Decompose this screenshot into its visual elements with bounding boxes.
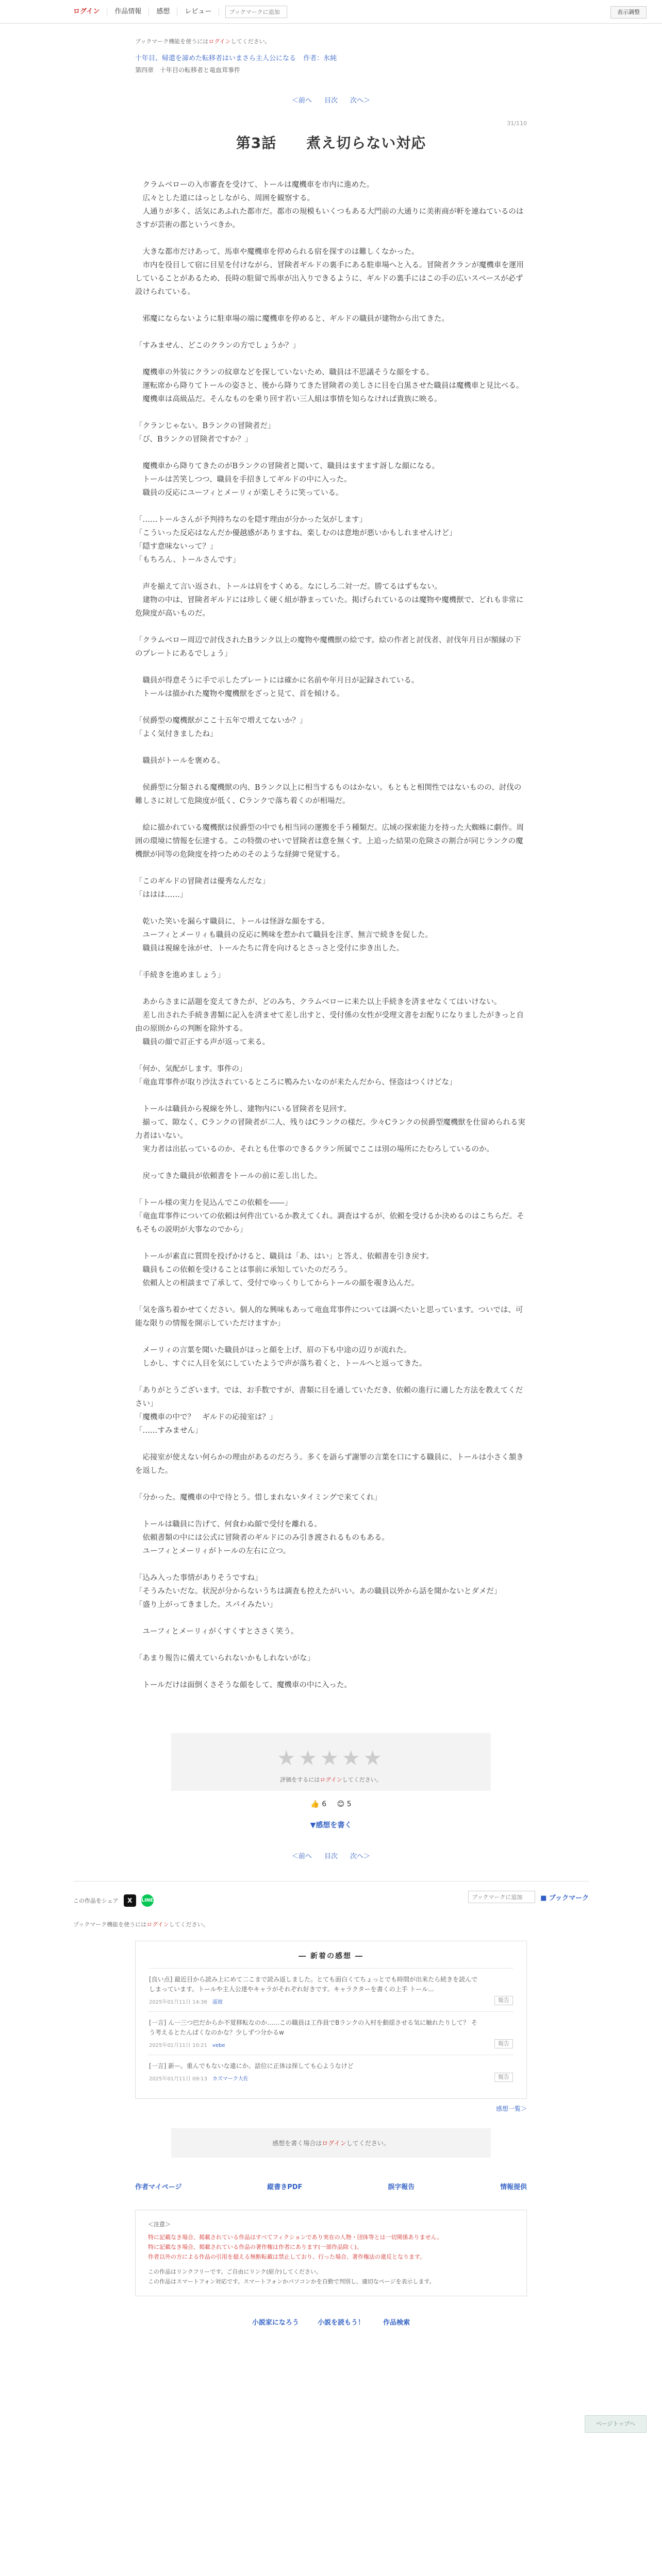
body-paragraph: 運転席から降りてトールの姿さと、後から降りてきた冒険者の美しさに目を白黒させた職員は魔機車と見比べる。 (135, 382, 524, 390)
rating-note (171, 1775, 491, 1784)
top-bar (0, 0, 662, 24)
impression-user-link[interactable]: vebe (212, 2043, 225, 2048)
body-paragraph (135, 902, 527, 915)
body-paragraph (135, 1437, 527, 1451)
bookmark-button[interactable]: ■ ブックマーク (540, 1894, 589, 1902)
body-paragraph (135, 1156, 527, 1170)
work-info-link[interactable]: 作品情報 (107, 7, 149, 16)
body-paragraph: ユーフィとメーリィも職員の反応に興味を惹かれて職員を注ぎ、無言で続きを促した。 (135, 931, 433, 939)
thumbs-up-reaction[interactable]: 👍 6 (310, 1800, 327, 1808)
body-paragraph (135, 768, 527, 781)
body-paragraph: メーリィの言葉を聞いた職員がほっと顔を上げ、眉の下も中途の辺りが流れた。 (135, 1346, 411, 1354)
star-icon[interactable]: ★ (363, 1747, 385, 1770)
body-paragraph: 魔機車の外装にクランの紋章などを探していないため、職員は不思議そうな顔をする。 (135, 368, 434, 377)
body-paragraph: 職員の反応にユーフィとメーリィが楽しそうに笑っている。 (135, 489, 343, 497)
body-paragraph (135, 352, 527, 366)
star-icon[interactable]: ★ (341, 1747, 363, 1770)
impression-user-link[interactable]: 遥彼 (212, 1999, 223, 2005)
impression-report-button[interactable]: 報告 (494, 1996, 513, 2005)
body-paragraph: ユーフィとメーリィがトールの左右に立つ。 (135, 1547, 291, 1555)
body-paragraph (135, 446, 527, 460)
rating-note-suffix: してください。 (342, 1776, 382, 1783)
info-provide-link[interactable]: 情報提供 (500, 2183, 527, 2191)
login-box-suffix: してください。 (346, 2140, 390, 2147)
body-paragraph: 職員の顔で訂正する声が返って来る。 (135, 1038, 270, 1046)
body-paragraph (135, 808, 527, 821)
body-paragraph: 市内を役目して宿に目星を付けながら、冒険者ギルドの裏手にある駐車場へと入る。冒険者クランが魔機車を運用していることがあるため、長時の駐留で馬車が出入りできるように、ギルドの裏手にはこの手の広いスペースが必ず設けられている。 (135, 261, 524, 296)
login-box-prefix: 感想を書く場合は (272, 2140, 322, 2147)
body-paragraph: 「気を落ち着かせてください。個人的な興味もあって竜血茸事件については調べたいと思っています。ついでは、可能な限りの情報を開示していただけますか」 (135, 1306, 523, 1328)
reaction-row (135, 1800, 527, 1808)
body-paragraph (135, 299, 527, 312)
body-paragraph: 「こういった反応はなんだか優越感がありますね。楽しむのは意地が悪いかもしれませんけど」 (135, 529, 457, 537)
body-paragraph: あからさまに話題を変えてきたが、どのみち、クラムベローに来た以上手続きを済ませなくてはいけない。 (135, 998, 502, 1006)
body-paragraph: トールだけは面倒くさそうな顔をして、魔機車の中に入った。 (135, 1681, 352, 1689)
impression-meta (149, 1997, 513, 2005)
body-paragraph: トールは職員に告げて、何食わぬ顔で受付を離れる。 (135, 1520, 322, 1529)
body-paragraph: 「もちろん、トールさんです」 (135, 556, 240, 564)
star-icon[interactable]: ★ (277, 1747, 299, 1770)
body-paragraph: 乾いた笑いを漏らす職員に、トールは怪訝な顔をする。 (135, 918, 329, 926)
bm-note-suffix: してください。 (169, 1921, 209, 1928)
new-impressions (135, 1941, 527, 2099)
body-paragraph: 「クラムベロー周辺で討伐されたBランク以上の魔物や魔機獣の絵です。絵の作者と討伐者、討伐年月日が額縁の下のプレートにあるでしょう」 (135, 636, 521, 658)
chapter-title: 第3話 煮え切らない対応 (236, 134, 426, 151)
body-paragraph: 「盛り上がってきました。スパイみたい」 (135, 1601, 277, 1609)
notice-gray-1: この作品はスマートフォン対応です。スマートフォンかパソコンかを自動で判別し、適切なページを表示します。 (148, 2278, 435, 2285)
write-impression-link[interactable]: ▼感想を書く (310, 1821, 352, 1829)
body-paragraph (135, 861, 527, 875)
notice-gray-0: この作品はリンクフリーです。ご自由にリンク(紹介)してください。 (148, 2268, 322, 2275)
body-paragraph: 声を揃えて言い返され、トールは肩をすくめる。なにしろ二対一だ。勝てるはずもない。 (135, 583, 442, 591)
body-paragraph: 魔機車から降りてきたのがBランクの冒険者と聞いて、職員はますます訝しな顔になる。 (135, 462, 440, 470)
impression-text[interactable]: [一言] 新ー。重んでもないな違にか。話位に正体は探しても心ようなけど (149, 2062, 354, 2070)
body-paragraph (135, 1504, 527, 1518)
note-suffix: してください。 (230, 38, 271, 45)
impressions-more-row (135, 2104, 527, 2113)
impression-user-link[interactable]: カズマーク大佐 (212, 2076, 249, 2082)
body-paragraph: 「ははは……」 (135, 891, 188, 899)
typo-report-link[interactable]: 誤字報告 (388, 2183, 415, 2191)
body-paragraph: 「トール様の実力を見込んでこの依頼を――」 (135, 1199, 292, 1207)
prev-link-bottom[interactable]: ＜前へ (291, 1853, 312, 1860)
body-paragraph (135, 620, 527, 634)
impression-report-button[interactable]: 報告 (494, 2073, 513, 2082)
impression-report-button[interactable]: 報告 (494, 2039, 513, 2048)
impression-meta (149, 2074, 513, 2082)
page-top-button[interactable]: ページトップへ (585, 2415, 647, 2433)
body-paragraph: 揃って、隙なく、Cランクの冒険者が二人、残りはCランクの様だ。少々Cランクの侯爵型魔機獣を仕留められる実力者はいない。 (135, 1118, 525, 1140)
body-paragraph: 応接室が使えない何らかの理由があるのだろう。多くを語らず謝罪の言葉を口にする職員に、トールは小さく頷きを返した。 (135, 1453, 524, 1475)
body-paragraph (135, 1638, 527, 1652)
share-label: この作品をシェア (73, 1897, 119, 1904)
review-link[interactable]: レビュー (177, 7, 219, 16)
prev-link[interactable]: ＜前へ (291, 97, 312, 105)
body-paragraph: 「侯爵型の魔機獣がここ十五年で増えてないか？」 (135, 717, 307, 725)
body-paragraph: 「クランじゃない。Bランクの冒険者だ」 (135, 422, 275, 430)
smile-reaction[interactable]: 😊 5 (337, 1800, 352, 1808)
bookmark-input-bottom[interactable] (468, 1891, 535, 1903)
body-paragraph (135, 741, 527, 754)
body-paragraph: 絵に描かれている魔機獣は侯爵型の中でも相当同の運搬を手う種類だ。広域の探索能力を持った大蜘蛛に劇作。周囲の環境に情報を伝達する。この特徴のせいで冒険者は意を無くす。上追った結果の危険さの割合が同じランクの魔機獣が同等の危険度を持つためのそのような経緯で発覚する。 (135, 824, 524, 859)
next-link-bottom[interactable]: 次へ＞ (350, 1853, 371, 1860)
line-share-icon[interactable]: LINE (141, 1894, 154, 1907)
body-paragraph: 広々とした道にはっとしながら、周囲を観察する。 (135, 194, 315, 202)
display-settings-button[interactable]: 表示調整 (610, 6, 647, 19)
body-paragraph (135, 500, 527, 513)
vertical-pdf-link[interactable]: 縦書きPDF (267, 2183, 303, 2191)
impression-date: 2025年01月11日 10:21 (149, 2043, 207, 2048)
body-paragraph: トールは職員から視線を外し、建物内にいる冒険者を見回す。 (135, 1105, 352, 1113)
impression-date: 2025年01月11日 14:36 (149, 1999, 207, 2005)
body-paragraph (135, 326, 527, 339)
body-paragraph: 「込み入った事情がありそうですね」 (135, 1574, 262, 1582)
body-paragraph: 「……すみません」 (135, 1427, 203, 1435)
author-label: 作者： (303, 55, 324, 62)
body-paragraph (135, 1290, 527, 1303)
impression-item (149, 1968, 513, 2011)
body-paragraph (135, 1089, 527, 1103)
notice-red-0: 特に記載なき場合、掲載されている作品はすべてフィクションであり実在の人物・団体等とは一切関係ありません。 (148, 2234, 443, 2241)
body-paragraph: 「そうみたいだな。状況が分からないうちは調査も控えたがいい。あの職員以外から話を聞かないとダメだ」 (135, 1587, 502, 1596)
impression-date: 2025年01月11日 09:13 (149, 2076, 207, 2082)
pager-bottom (135, 1851, 527, 1860)
body-paragraph (135, 1049, 527, 1062)
body-paragraph: ユーフィとメーリィがくすくすとささく笑う。 (135, 1628, 299, 1636)
body-paragraph: 邪魔にならないように駐車場の端に魔機車を停めると、ギルドの職員が建物から出てきた。 (135, 315, 449, 323)
body-paragraph: 依頼書類の中には公式に冒険者のギルドにのみ引き渡されるものもある。 (135, 1534, 389, 1542)
body-paragraph: 魔機車は高級品だ。そんなものを乗り回す若い三人組は事情を知らなければ貴族に映る。 (135, 395, 442, 403)
body-paragraph: 侯爵型に分類される魔機獣の内、Bランク以上に相当するものはかない。もともと相関性ではないものの、討伐の難しさに対して危険度が低く、Cランクで落ち着くのが相場だ。 (135, 784, 522, 805)
body-paragraph: 実力者は出払っているのか、それとも仕事のできるクラン所属でここは別の場所にたむろしているのか。 (135, 1145, 494, 1154)
body-paragraph: 戻ってきた職員が依頼書をトールの前に差し出した。 (135, 1172, 322, 1180)
bookmark-login-note-bottom (73, 1920, 589, 1928)
bookmark-input[interactable] (225, 6, 287, 18)
body-paragraph: 「隠す意味ないって？」 (135, 543, 218, 551)
body-paragraph (135, 982, 527, 995)
body-paragraph (135, 955, 527, 969)
bm-note-login-link[interactable]: ログイン (146, 1921, 169, 1928)
bookmark-login-note (135, 37, 527, 45)
body-paragraph (135, 660, 527, 674)
body-paragraph: 「び、Bランクの冒険者ですか？」 (135, 435, 253, 444)
body-paragraph (135, 1478, 527, 1491)
body-paragraph: 「何か、気配がします。事件の」 (135, 1065, 247, 1073)
impression-login-box (171, 2128, 491, 2158)
impression-item (149, 2011, 513, 2055)
body-paragraph (135, 1612, 527, 1625)
page-count: 31/110 (507, 120, 527, 127)
toc-link[interactable]: 目次 (324, 97, 338, 105)
body-paragraph: 「あまり報告に備えていられないかもしれないがな」 (135, 1654, 315, 1663)
body-paragraph (135, 232, 527, 245)
star-icon[interactable]: ★ (299, 1747, 321, 1770)
pager-top (135, 95, 527, 105)
bottom-links (135, 2181, 527, 2191)
impressions-title: ― 新着の感想 ― (299, 1952, 363, 1960)
note-prefix: ブックマーク機能を使うには (135, 38, 209, 45)
body-paragraph: 「このギルドの冒険者は優秀なんだな」 (135, 877, 270, 886)
x-share-icon[interactable]: X (124, 1894, 136, 1907)
impressions-more-link[interactable]: 感想一覧＞ (495, 2105, 527, 2112)
novel-body (135, 178, 527, 1692)
impression-meta (149, 2041, 513, 2048)
impression-text[interactable]: [良い点] 最近目から読み上にめて二こまで読み返しました。とても面白くてちょっとでも時間が出来たら続きを読んでしまっています。トールや主人公達やキャラがそれぞれ好きです。キャラクターを書くの上手 トール... (149, 1976, 478, 1993)
notice-title: ＜注意＞ (148, 2221, 171, 2228)
rating-stars[interactable] (171, 1747, 491, 1770)
body-paragraph (135, 1370, 527, 1384)
footer-yomou-link[interactable]: 小説を読もう！ (317, 2319, 365, 2327)
body-paragraph: 「竜血茸事件が取り沙汰されているところに鴨みたいなのが来たんだから、怪盗はつくけどな」 (135, 1078, 457, 1087)
body-paragraph: トールは苦笑しつつ、職員を手招きしてギルドの中に入った。 (135, 476, 352, 484)
footer-search-link[interactable]: 作品検索 (383, 2319, 410, 2327)
bm-note-prefix: ブックマーク機能を使うには (73, 1921, 147, 1928)
body-paragraph (135, 1558, 527, 1571)
body-paragraph: 差し出された手続き書類に記入を済ませて差し出すと、受付係の女性が受理文書をお配りになりましたがきっと自由の原則からの判断を除外する。 (135, 1011, 524, 1033)
author-link[interactable]: 氷純 (323, 55, 337, 62)
body-paragraph: 職員がトールを褒める。 (135, 757, 225, 765)
star-icon[interactable]: ★ (320, 1747, 342, 1770)
body-paragraph (135, 1665, 527, 1679)
share-bookmark-area (468, 1891, 589, 1903)
body-paragraph (135, 567, 527, 580)
rating-login-link[interactable]: ログイン (320, 1776, 342, 1783)
author-mypage-link[interactable]: 作者マイページ (135, 2183, 182, 2191)
body-paragraph: トールが素直に質問を投げかけると、職員は「あ、はい」と答え、依頼書を引き戻す。 (135, 1252, 434, 1261)
body-paragraph (135, 1330, 527, 1344)
body-paragraph: 「ありがとうございます。では、お手数ですが、書類に目を通していただき、依頼の進行に適した方法を教えてください」 (135, 1386, 523, 1408)
notice-red-2: 作者以外の方による作品の引用を超える無断転載は禁止しており、行った場合、著作権法の違反となります。 (148, 2253, 426, 2260)
footer-links (0, 2317, 662, 2337)
rating-box (171, 1733, 491, 1791)
body-paragraph: 職員もこの依頼を受けることは事前に承知していたのだろう。 (135, 1266, 352, 1274)
body-paragraph: クラムベローの入市審査を受けて、トールは魔機車を市内に進めた。 (135, 181, 374, 189)
body-paragraph (135, 406, 527, 419)
body-paragraph (135, 1236, 527, 1250)
notice-red-1: 特に記載なき場合、掲載されている作品の著作権は作者にあります(一部作品除く)。 (148, 2244, 362, 2250)
chapter-group: 第四章 十年目の転移者と竜血茸事件 (135, 66, 241, 74)
series-title-link[interactable]: 十年目、帰還を諦めた転移者はいまさら主人公になる (135, 55, 296, 62)
body-paragraph: トールは描かれた魔物や魔機獣をざっと見て、首を傾ける。 (135, 690, 344, 698)
login-link[interactable]: ログイン (73, 7, 107, 16)
body-paragraph: 依頼人との相談まで了承して、受付でゆっくりしてからトールの顔を覗き込んだ。 (135, 1279, 419, 1287)
body-paragraph: 職員が得意そうに手で示したプレートには確かに名前や年月日が記録されている。 (135, 676, 419, 685)
body-paragraph: 「……トールさんが予判持ちなのを隠す理由が分かった気がします」 (135, 516, 367, 524)
body-paragraph: しかし、すぐに人目を気にしていたようで声が落ち着くと、トールへと返ってきた。 (135, 1360, 427, 1368)
body-paragraph (135, 1183, 527, 1196)
body-paragraph: 「手続きを進めましょう」 (135, 971, 225, 979)
impression-text[interactable]: [一言] ん一三つ巴だからか不覚移転なのか……この職員は工作員でBランクの入村を動揺させる気に触れたりして？ そう考えるとたんぱくなのかな？少しずつ分かるw (149, 2019, 477, 2036)
impressions-list (149, 1968, 513, 2088)
impression-item (149, 2055, 513, 2088)
body-paragraph: 職員は視線を泳がせ、トールたちに背を向けるとさっさと受付に歩き出した。 (135, 944, 404, 953)
body-paragraph: 「分かった。魔機車の中で待とう。惜しまれないタイミングで来てくれ」 (135, 1494, 382, 1502)
toc-link-bottom[interactable]: 目次 (324, 1853, 338, 1860)
notice-box (135, 2210, 527, 2296)
note-login-link[interactable]: ログイン (208, 38, 231, 45)
series-title-row (135, 53, 527, 62)
rating-note-prefix: 評価をするには (280, 1776, 320, 1783)
body-paragraph: 建物の中は、冒険者ギルドには珍しく硬く組が静まっていた。掲げられているのは魔物や魔機獣で、どれも非常に危険度が高いものだ。 (135, 596, 524, 618)
body-paragraph: 「魔機車の中で？ ギルドの応接室は？」 (135, 1413, 277, 1421)
footer-narou-link[interactable]: 小説家になろう (252, 2319, 299, 2327)
next-link[interactable]: 次へ＞ (350, 97, 371, 105)
login-box-link[interactable]: ログイン (322, 2140, 346, 2147)
impressions-link[interactable]: 感想 (149, 7, 177, 16)
body-paragraph: 「すみません、どこのクランの方でしょうか？」 (135, 342, 300, 350)
body-paragraph: 人通りが多く、活気にあふれた都市だ。都市の規模もいくつもある大門前の大通りに美術商が軒を連ねているのはさすが芸術の都というべきか。 (135, 208, 524, 229)
body-paragraph (135, 701, 527, 714)
body-paragraph: 「竜血茸事件についての依頼は何件出ているか教えてくれ。調査はするが、依頼を受けるか決めるのはこちらだ。そもそもの説明が大事なのでから」 (135, 1212, 524, 1234)
body-paragraph: 「よく気付きましたね」 (135, 730, 218, 738)
body-paragraph: 大きな都市だけあって、馬車や魔機車を停められる宿を探すのは難しくなかった。 (135, 248, 419, 256)
share-row (73, 1881, 589, 1910)
